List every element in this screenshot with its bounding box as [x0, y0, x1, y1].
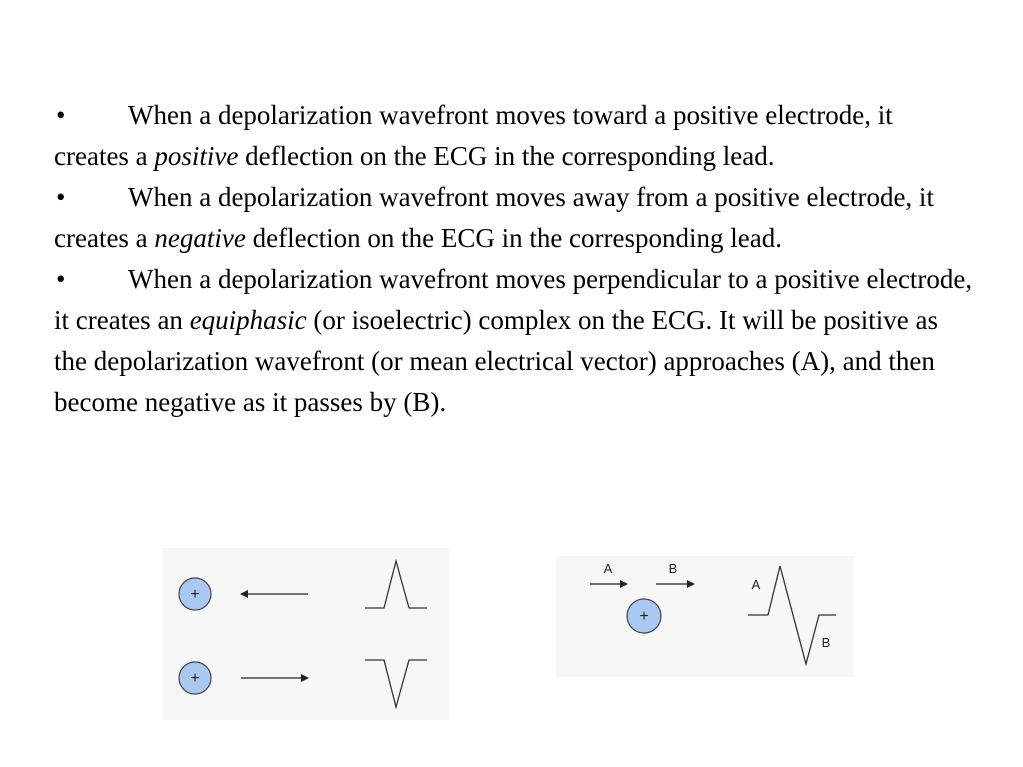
- bullet-text-start: When a depolarization wavefront moves perpendicular to a positive electrode, it creates an: [54, 264, 973, 335]
- arrow-label-a: A: [603, 561, 613, 576]
- bullet-marker: •: [56, 100, 66, 130]
- plus-icon: +: [190, 586, 200, 603]
- bullet-item-perpendicular: [54, 259, 974, 423]
- bullet-text-end: deflection on the ECG in the corresponding lead.: [245, 223, 782, 253]
- bullet-marker: •: [56, 182, 66, 212]
- plus-icon: +: [190, 670, 200, 687]
- electrode-top: [179, 578, 211, 610]
- toward-away-svg: [162, 548, 449, 720]
- bullet-text-end: deflection on the ECG in the corresponding lead.: [238, 141, 775, 171]
- wave-label-a: A: [751, 577, 761, 592]
- arrow-label-b: B: [668, 561, 678, 576]
- electrode-bottom: [179, 662, 211, 694]
- bullet-emphasis: positive: [154, 141, 239, 171]
- wave-label-b: B: [821, 635, 831, 650]
- bullet-text-start: When a depolarization wavefront moves toward a positive electrode, it creates a: [54, 100, 893, 171]
- toward-away-diagram: [162, 548, 449, 720]
- bullet-item-toward: [54, 95, 974, 177]
- positive-deflection-wave: [365, 561, 427, 608]
- bullet-text-start: When a depolarization wavefront moves away from a positive electrode, it creates a: [54, 182, 934, 253]
- bullet-text-end: (or isoelectric) complex on the ECG. It will be positive as the depolarization wavefront (or mean electrical vector) approaches (A), and then become negative as it passes by (B).: [54, 305, 939, 417]
- bullet-emphasis: equiphasic: [189, 305, 307, 335]
- bullet-marker: •: [56, 264, 66, 294]
- plus-icon: +: [639, 608, 649, 625]
- bullet-item-away: [54, 177, 974, 259]
- negative-deflection-wave: [365, 660, 427, 707]
- perpendicular-svg: [556, 556, 854, 677]
- bullet-emphasis: negative: [154, 223, 246, 253]
- bullet-list: [54, 95, 974, 423]
- perpendicular-diagram: [556, 556, 854, 677]
